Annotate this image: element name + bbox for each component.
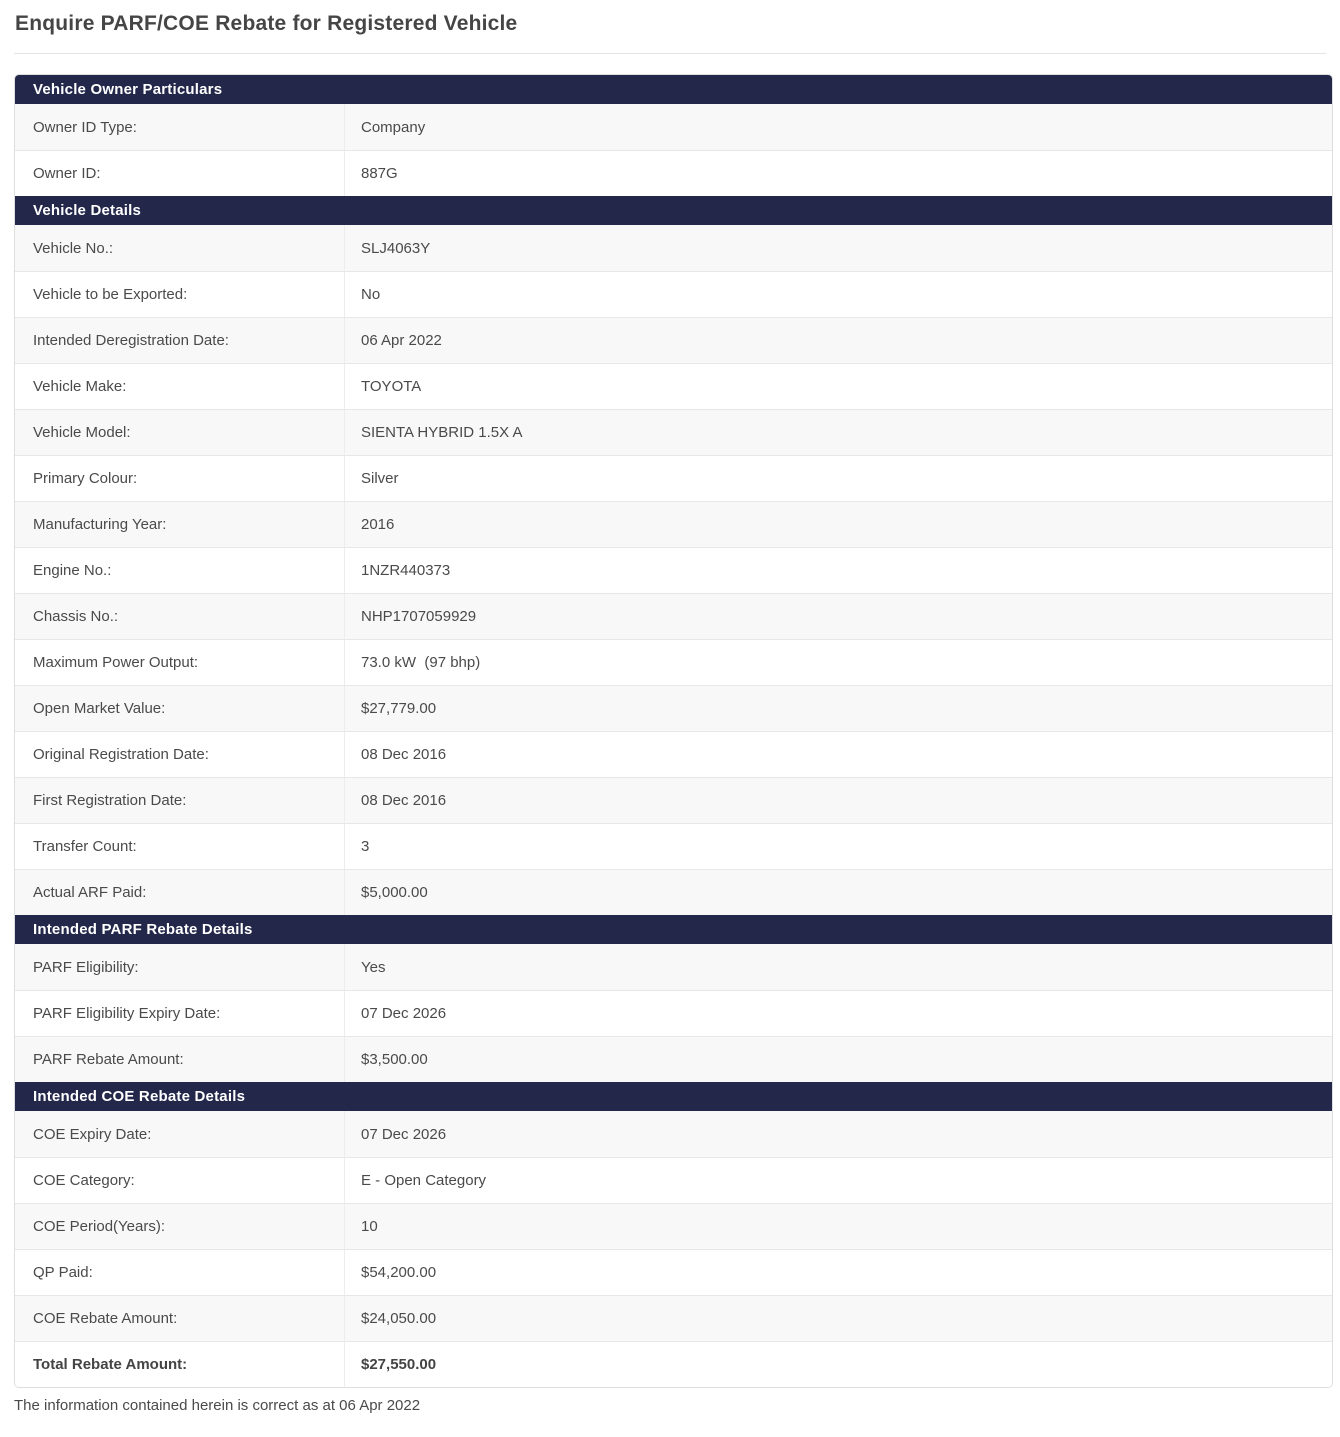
row-value: $24,050.00 bbox=[361, 1310, 437, 1327]
row-value: 10 bbox=[361, 1218, 378, 1235]
row-label: Vehicle Model: bbox=[15, 410, 345, 455]
row-label: COE Category: bbox=[15, 1158, 345, 1203]
row-value: Silver bbox=[361, 470, 399, 487]
row-value: 73.0 kW (97 bhp) bbox=[361, 654, 481, 671]
table-row bbox=[15, 363, 1332, 409]
table-row bbox=[15, 1341, 1332, 1387]
table-row bbox=[15, 271, 1332, 317]
table-row bbox=[15, 317, 1332, 363]
row-value: 3 bbox=[361, 838, 370, 855]
table-row bbox=[15, 104, 1332, 150]
section-header: Vehicle Details bbox=[15, 196, 1332, 225]
table-row bbox=[15, 990, 1332, 1036]
section-header: Intended PARF Rebate Details bbox=[15, 915, 1332, 944]
row-value: 887G bbox=[361, 165, 398, 182]
row-label: Vehicle No.: bbox=[15, 225, 345, 271]
row-value: 07 Dec 2026 bbox=[361, 1005, 447, 1022]
row-value: 08 Dec 2016 bbox=[361, 746, 447, 763]
row-label: Total Rebate Amount: bbox=[15, 1342, 345, 1387]
row-value: $27,779.00 bbox=[361, 700, 437, 717]
row-value: $5,000.00 bbox=[361, 884, 428, 901]
footer-note: The information contained herein is correct as at 06 Apr 2022 bbox=[14, 1397, 421, 1414]
table-row bbox=[15, 869, 1332, 915]
row-label: Primary Colour: bbox=[15, 456, 345, 501]
row-label: Intended Deregistration Date: bbox=[15, 318, 345, 363]
row-value: $3,500.00 bbox=[361, 1051, 428, 1068]
row-value: E - Open Category bbox=[361, 1172, 487, 1189]
table-row bbox=[15, 150, 1332, 196]
row-value: NHP1707059929 bbox=[361, 608, 477, 625]
page-title: Enquire PARF/COE Rebate for Registered Vehicle bbox=[15, 12, 518, 35]
table-row bbox=[15, 455, 1332, 501]
row-value: $27,550.00 bbox=[361, 1356, 437, 1373]
row-label: Vehicle to be Exported: bbox=[15, 272, 345, 317]
row-value: 07 Dec 2026 bbox=[361, 1125, 447, 1143]
row-label: QP Paid: bbox=[15, 1250, 345, 1295]
row-value: SLJ4063Y bbox=[361, 239, 431, 257]
row-value: 2016 bbox=[361, 516, 395, 533]
table-row bbox=[15, 1157, 1332, 1203]
section-header: Intended COE Rebate Details bbox=[15, 1082, 1332, 1111]
table-row bbox=[15, 1295, 1332, 1341]
row-value: 08 Dec 2016 bbox=[361, 792, 447, 809]
table-row bbox=[15, 731, 1332, 777]
table-row bbox=[15, 1249, 1332, 1295]
row-label: Open Market Value: bbox=[15, 686, 345, 731]
table-row bbox=[15, 1203, 1332, 1249]
row-label: PARF Eligibility: bbox=[15, 944, 345, 990]
table-row bbox=[15, 639, 1332, 685]
row-label: PARF Rebate Amount: bbox=[15, 1037, 345, 1082]
row-label: COE Expiry Date: bbox=[15, 1111, 345, 1157]
row-value: $54,200.00 bbox=[361, 1264, 437, 1281]
row-label: PARF Eligibility Expiry Date: bbox=[15, 991, 345, 1036]
row-label: Owner ID Type: bbox=[15, 104, 345, 150]
table-row bbox=[15, 777, 1332, 823]
row-value: 06 Apr 2022 bbox=[361, 332, 442, 349]
row-label: Actual ARF Paid: bbox=[15, 870, 345, 915]
row-label: First Registration Date: bbox=[15, 778, 345, 823]
row-label: Maximum Power Output: bbox=[15, 640, 345, 685]
section-header: Vehicle Owner Particulars bbox=[15, 75, 1332, 104]
table-row bbox=[15, 409, 1332, 455]
row-label: Owner ID: bbox=[15, 151, 345, 196]
row-label: Manufacturing Year: bbox=[15, 502, 345, 547]
table-row bbox=[15, 823, 1332, 869]
row-label: Chassis No.: bbox=[15, 594, 345, 639]
table-row bbox=[15, 547, 1332, 593]
row-value: SIENTA HYBRID 1.5X A bbox=[361, 424, 523, 441]
row-value: Yes bbox=[361, 958, 386, 976]
table-row bbox=[15, 501, 1332, 547]
row-value: No bbox=[361, 286, 381, 303]
row-label: Engine No.: bbox=[15, 548, 345, 593]
row-label: Original Registration Date: bbox=[15, 732, 345, 777]
table-row bbox=[15, 225, 1332, 271]
title-divider bbox=[14, 53, 1326, 54]
table-row bbox=[15, 1111, 1332, 1157]
row-label: Vehicle Make: bbox=[15, 364, 345, 409]
row-label: COE Period(Years): bbox=[15, 1204, 345, 1249]
rebate-details-table bbox=[14, 74, 1333, 1388]
row-label: Transfer Count: bbox=[15, 824, 345, 869]
row-value: TOYOTA bbox=[361, 378, 422, 395]
row-label: COE Rebate Amount: bbox=[15, 1296, 345, 1341]
table-row bbox=[15, 685, 1332, 731]
table-row bbox=[15, 593, 1332, 639]
table-row bbox=[15, 944, 1332, 990]
row-value: 1NZR440373 bbox=[361, 562, 451, 579]
row-value: Company bbox=[361, 118, 426, 136]
table-row bbox=[15, 1036, 1332, 1082]
